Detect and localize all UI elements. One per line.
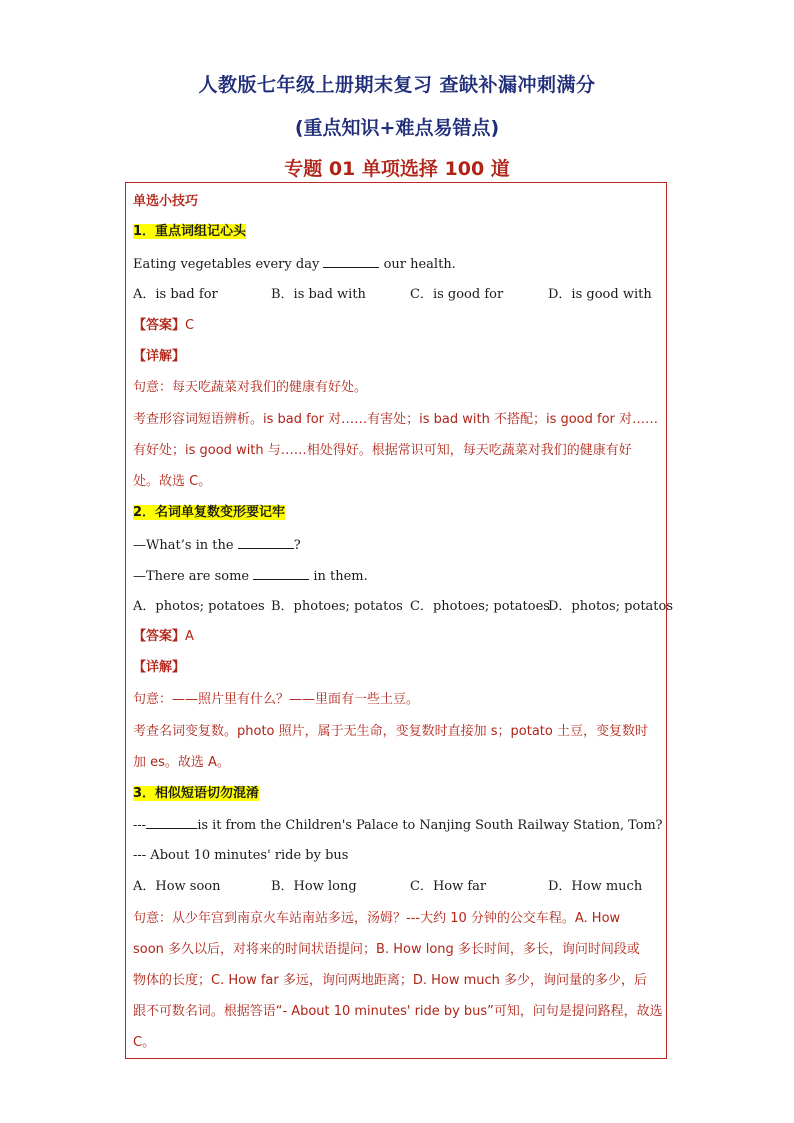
q3-option-a: A．How soon	[133, 879, 221, 894]
q3-line-2: --- About 10 minutes' ride by bus	[133, 848, 349, 863]
q2-option-d: D．photos; potatos	[548, 599, 674, 614]
q1-explanation-3: 处。故选 C。	[133, 474, 212, 489]
q2-option-c: C．photoes; potatoes	[410, 599, 550, 614]
q3-option-d: D．How much	[548, 879, 643, 894]
q3-explanation-2: soon 多久以后，对将来的时间状语提问；B. How long 多长时间，多长，询问时间段或	[133, 942, 640, 957]
q1-option-b: B．is bad with	[271, 287, 366, 302]
q2-detail-label: 【详解】	[133, 660, 186, 675]
q1-explanation-1: 考查形容词短语辨析。is bad for 对……有害处；is bad with 不搭配；is good for 对……	[133, 412, 659, 427]
q1-detail-label: 【详解】	[133, 349, 186, 364]
box-title: 单选小技巧	[133, 194, 199, 209]
q1-option-c: C．is good for	[410, 287, 504, 302]
q2-option-b: B．photoes; potatos	[271, 599, 403, 614]
q2-meaning: 句意：——照片里有什么？——里面有一些土豆。	[133, 692, 420, 707]
q1-stem: Eating vegetables every day our health.	[133, 257, 456, 272]
q3-heading: 3．相似短语切勿混淆	[133, 786, 260, 801]
q3-explanation-3: 物体的长度；C. How far 多远，询问两地距离；D. How much 多少，询问量的多少，后	[133, 973, 648, 988]
q3-explanation-4: 跟不可数名词。根据答语“- About 10 minutes' ride by bus”可知，问句是提问路程，故选	[133, 1004, 663, 1019]
document-title: 人教版七年级上册期末复习 查缺补漏冲刺满分	[198, 74, 596, 96]
q1-option-a: A．is bad for	[133, 287, 218, 302]
q3-explanation-5: C。	[133, 1035, 156, 1050]
document-subtitle: (重点知识+难点易错点)	[294, 117, 500, 139]
q2-answer: 【答案】A	[133, 629, 194, 644]
q2-line-2: —There are some in them.	[133, 569, 368, 584]
q3-option-c: C．How far	[410, 879, 487, 894]
q3-option-b: B．How long	[271, 879, 357, 894]
topic-title: 专题 01 单项选择 100 道	[284, 158, 510, 180]
q3-line-1: --- is it from the Children's Palace to Nanjing South Railway Station, Tom?	[133, 818, 663, 833]
q1-option-d: D．is good with	[548, 287, 652, 302]
q3-explanation-1: 句意：从少年宫到南京火车站南站多远，汤姆？---大约 10 分钟的公交车程。A. How	[133, 911, 621, 926]
q2-explanation-2: 加 es。故选 A。	[133, 755, 230, 770]
q1-heading: 1．重点词组记心头	[133, 224, 247, 239]
q2-line-1: —What’s in the ?	[133, 538, 301, 553]
q1-explanation-2: 有好处；is good with 与……相处得好。根据常识可知，每天吃蔬菜对我们的健康有好	[133, 443, 632, 458]
q2-heading: 2．名词单复数变形要记牢	[133, 505, 286, 520]
q2-option-a: A．photos; potatoes	[133, 599, 265, 614]
q2-explanation-1: 考查名词变复数。photo 照片，属于无生命，变复数时直接加 s；potato 土豆，变复数时	[133, 724, 648, 739]
q1-answer: 【答案】C	[133, 318, 195, 333]
q1-meaning: 句意：每天吃蔬菜对我们的健康有好处。	[133, 380, 368, 395]
